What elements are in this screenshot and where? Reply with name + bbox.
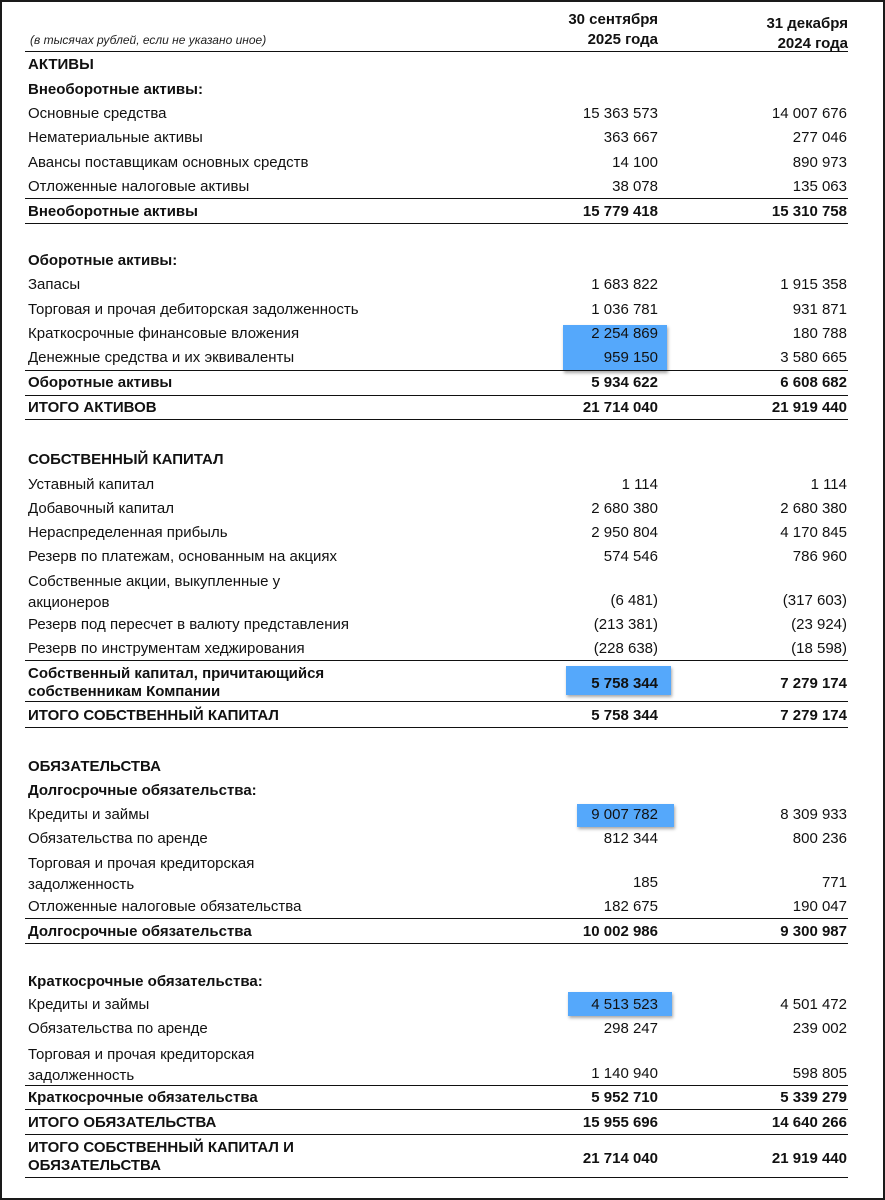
row-label: Внеоборотные активы:	[28, 81, 203, 98]
table-row	[25, 276, 848, 298]
value-2024: 4 501 472	[780, 996, 847, 1013]
text: 31 декабря	[766, 15, 848, 32]
value-2025: 1 036 781	[591, 301, 658, 318]
rule	[25, 419, 848, 420]
value-2025: 4 513 523	[591, 996, 658, 1013]
table-row	[25, 830, 848, 852]
text: задолженность	[28, 1067, 135, 1084]
value-2025: (228 638)	[593, 640, 658, 657]
value-2025: 363 667	[603, 129, 658, 146]
value-2025: 1 683 822	[591, 276, 658, 293]
value-2025: 10 002 986	[582, 923, 658, 940]
rule	[25, 223, 848, 224]
rule	[25, 727, 848, 728]
subsection-title-current-assets	[25, 252, 848, 274]
column-header-2024	[766, 14, 848, 54]
value-2024: 598 805	[792, 1065, 847, 1082]
value-2025: 15 779 418	[582, 203, 658, 220]
table-row	[25, 571, 848, 615]
table-row	[25, 154, 848, 176]
row-label: Резерв под пересчет в валюту представления	[28, 616, 350, 633]
row-label: Основные средства	[28, 105, 167, 122]
row-label	[28, 571, 280, 613]
row-label: Кредиты и займы	[28, 996, 150, 1013]
row-label: Торговая и прочая дебиторская задолженность	[28, 301, 359, 318]
table-row-highlighted	[25, 325, 848, 347]
table-row	[25, 640, 848, 662]
rule	[25, 918, 848, 919]
value-2024: (317 603)	[782, 592, 847, 609]
row-label: Обязательства по аренде	[28, 1020, 208, 1037]
row-label: Долгосрочные обязательства	[28, 923, 252, 940]
rule	[25, 660, 848, 661]
row-label: Краткосрочные обязательства	[28, 1089, 258, 1106]
row-label: Оборотные активы:	[28, 252, 178, 269]
subtotal-row-current-assets	[25, 374, 848, 396]
units-note: (в тысячах рублей, если не указано иное)	[30, 33, 267, 47]
row-label	[28, 1139, 294, 1175]
row-label: Оборотные активы	[28, 374, 173, 391]
subsection-title-noncurrent-assets	[25, 81, 848, 103]
table-row	[25, 616, 848, 638]
row-label: Авансы поставщикам основных средств	[28, 154, 309, 171]
row-label: ИТОГО АКТИВОВ	[28, 399, 157, 416]
value-2024: 1 114	[810, 476, 847, 493]
rule	[25, 395, 848, 396]
value-2024: 800 236	[792, 830, 847, 847]
subtotal-row-noncurrent-assets	[25, 203, 848, 225]
row-label: Обязательства по аренде	[28, 830, 208, 847]
value-2025: 5 758 344	[591, 707, 658, 724]
subtotal-row-noncurrent-liabilities	[25, 923, 848, 945]
table-row-highlighted	[25, 996, 848, 1018]
table-row-highlighted	[25, 806, 848, 828]
row-label: Нематериальные активы	[28, 129, 203, 146]
row-label: Отложенные налоговые обязательства	[28, 898, 302, 915]
value-2024: 239 002	[792, 1020, 847, 1037]
value-2024: 8 309 933	[780, 806, 847, 823]
value-2024: 135 063	[792, 178, 847, 195]
text: Собственные акции, выкупленные у	[28, 573, 281, 590]
value-2024: (18 598)	[791, 640, 847, 657]
rule	[25, 370, 848, 371]
value-2024: 7 279 174	[780, 707, 847, 724]
text: Торговая и прочая кредиторская	[28, 855, 255, 872]
value-2025: 15 363 573	[582, 105, 658, 122]
value-2024: 9 300 987	[780, 923, 847, 940]
row-label: СОБСТВЕННЫЙ КАПИТАЛ	[28, 451, 224, 468]
value-2025: 5 952 710	[591, 1089, 658, 1106]
value-2025: 182 675	[603, 898, 658, 915]
row-label: Денежные средства и их эквиваленты	[28, 349, 295, 366]
value-2024: 21 919 440	[771, 1150, 847, 1167]
value-2024: 786 960	[792, 548, 847, 565]
value-2025: (6 481)	[610, 592, 658, 609]
text: ОБЯЗАТЕЛЬСТВА	[28, 1157, 161, 1174]
row-label: Краткосрочные финансовые вложения	[28, 325, 300, 342]
value-2025: 2 254 869	[591, 325, 658, 342]
subsection-title-noncurrent-liabilities	[25, 782, 848, 804]
text: Собственный капитал, причитающийся	[28, 665, 325, 682]
value-2024: 771	[821, 874, 847, 891]
value-2024: 2 680 380	[780, 500, 847, 517]
value-2025: 298 247	[603, 1020, 658, 1037]
row-label: Долгосрочные обязательства:	[28, 782, 257, 799]
table-row	[25, 129, 848, 151]
row-label: ОБЯЗАТЕЛЬСТВА	[28, 758, 161, 775]
value-2025: 574 546	[603, 548, 658, 565]
value-2024: 1 915 358	[780, 276, 847, 293]
subtotal-row-equity-attributable	[25, 665, 848, 701]
table-row	[25, 898, 848, 920]
value-2024: 180 788	[792, 325, 847, 342]
text: 2024 года	[777, 35, 848, 52]
value-2024: (23 924)	[791, 616, 847, 633]
text: задолженность	[28, 876, 135, 893]
value-2025: 1 114	[621, 476, 658, 493]
table-row	[25, 548, 848, 570]
text: ИТОГО СОБСТВЕННЫЙ КАПИТАЛ И	[28, 1139, 294, 1156]
total-row-assets	[25, 399, 848, 421]
value-2024: 15 310 758	[771, 203, 847, 220]
value-2024: 6 608 682	[780, 374, 847, 391]
value-2024: 3 580 665	[780, 349, 847, 366]
rule	[25, 701, 848, 702]
column-header-2025	[568, 10, 658, 50]
value-2024: 190 047	[792, 898, 847, 915]
row-label: Отложенные налоговые активы	[28, 178, 250, 195]
value-2025: 2 680 380	[591, 500, 658, 517]
table-row	[25, 301, 848, 323]
rule	[25, 1085, 848, 1086]
value-2025: 15 955 696	[582, 1114, 658, 1131]
subsection-title-current-liabilities	[25, 973, 848, 995]
table-row	[25, 853, 848, 897]
value-2024: 5 339 279	[780, 1089, 847, 1106]
text: Торговая и прочая кредиторская	[28, 1046, 255, 1063]
row-label: ИТОГО СОБСТВЕННЫЙ КАПИТАЛ	[28, 707, 279, 724]
total-row-equity	[25, 707, 848, 729]
table-row	[25, 105, 848, 127]
row-label: Краткосрочные обязательства:	[28, 973, 263, 990]
rule	[25, 943, 848, 944]
value-2025: 21 714 040	[582, 1150, 658, 1167]
section-title-equity	[25, 451, 848, 473]
text: собственникам Компании	[28, 683, 221, 700]
row-label: Нераспределенная прибыль	[28, 524, 228, 541]
rule	[25, 1134, 848, 1135]
value-2024: 14 640 266	[771, 1114, 847, 1131]
rule	[25, 198, 848, 199]
row-label: Внеоборотные активы	[28, 203, 198, 220]
rule	[25, 1109, 848, 1110]
value-2024: 890 973	[792, 154, 847, 171]
value-2024: 4 170 845	[780, 524, 847, 541]
total-row-equity-and-liabilities	[25, 1139, 848, 1177]
row-label: Кредиты и займы	[28, 806, 150, 823]
value-2024: 14 007 676	[771, 105, 847, 122]
row-label: Резерв по инструментам хеджирования	[28, 640, 305, 657]
value-2025: 185	[632, 874, 658, 891]
row-label: АКТИВЫ	[28, 56, 94, 73]
row-label	[28, 665, 324, 701]
table-row	[25, 500, 848, 522]
table-row	[25, 1044, 848, 1088]
text: 2025 года	[587, 31, 658, 48]
subtotal-row-current-liabilities	[25, 1089, 848, 1111]
header-rule	[25, 51, 848, 52]
text: 30 сентября	[568, 11, 658, 28]
row-label	[28, 1044, 254, 1086]
value-2024: 21 919 440	[771, 399, 847, 416]
row-label: Добавочный капитал	[28, 500, 175, 517]
row-label	[28, 853, 254, 895]
rule	[25, 1177, 848, 1178]
table-row	[25, 178, 848, 200]
table-row-highlighted	[25, 349, 848, 371]
total-row-liabilities	[25, 1114, 848, 1136]
value-2025: 2 950 804	[591, 524, 658, 541]
value-2024: 277 046	[792, 129, 847, 146]
value-2025: 5 758 344	[591, 675, 658, 692]
value-2024: 931 871	[792, 301, 847, 318]
value-2025: 959 150	[603, 349, 658, 366]
value-2025: 38 078	[612, 178, 658, 195]
value-2025: 812 344	[603, 830, 658, 847]
value-2025: (213 381)	[593, 616, 658, 633]
row-label: ИТОГО ОБЯЗАТЕЛЬСТВА	[28, 1114, 217, 1131]
value-2024: 7 279 174	[780, 675, 847, 692]
value-2025: 9 007 782	[591, 806, 658, 823]
section-title-liabilities	[25, 758, 848, 780]
value-2025: 14 100	[612, 154, 658, 171]
row-label: Запасы	[28, 276, 81, 293]
row-label: Уставный капитал	[28, 476, 155, 493]
value-2025: 5 934 622	[591, 374, 658, 391]
table-row	[25, 1020, 848, 1042]
value-2025: 1 140 940	[591, 1065, 658, 1082]
row-label: Резерв по платежам, основанным на акциях	[28, 548, 338, 565]
text: акционеров	[28, 594, 110, 611]
table-row	[25, 524, 848, 546]
value-2025: 21 714 040	[582, 399, 658, 416]
table-row	[25, 476, 848, 498]
section-title-assets	[25, 56, 848, 78]
